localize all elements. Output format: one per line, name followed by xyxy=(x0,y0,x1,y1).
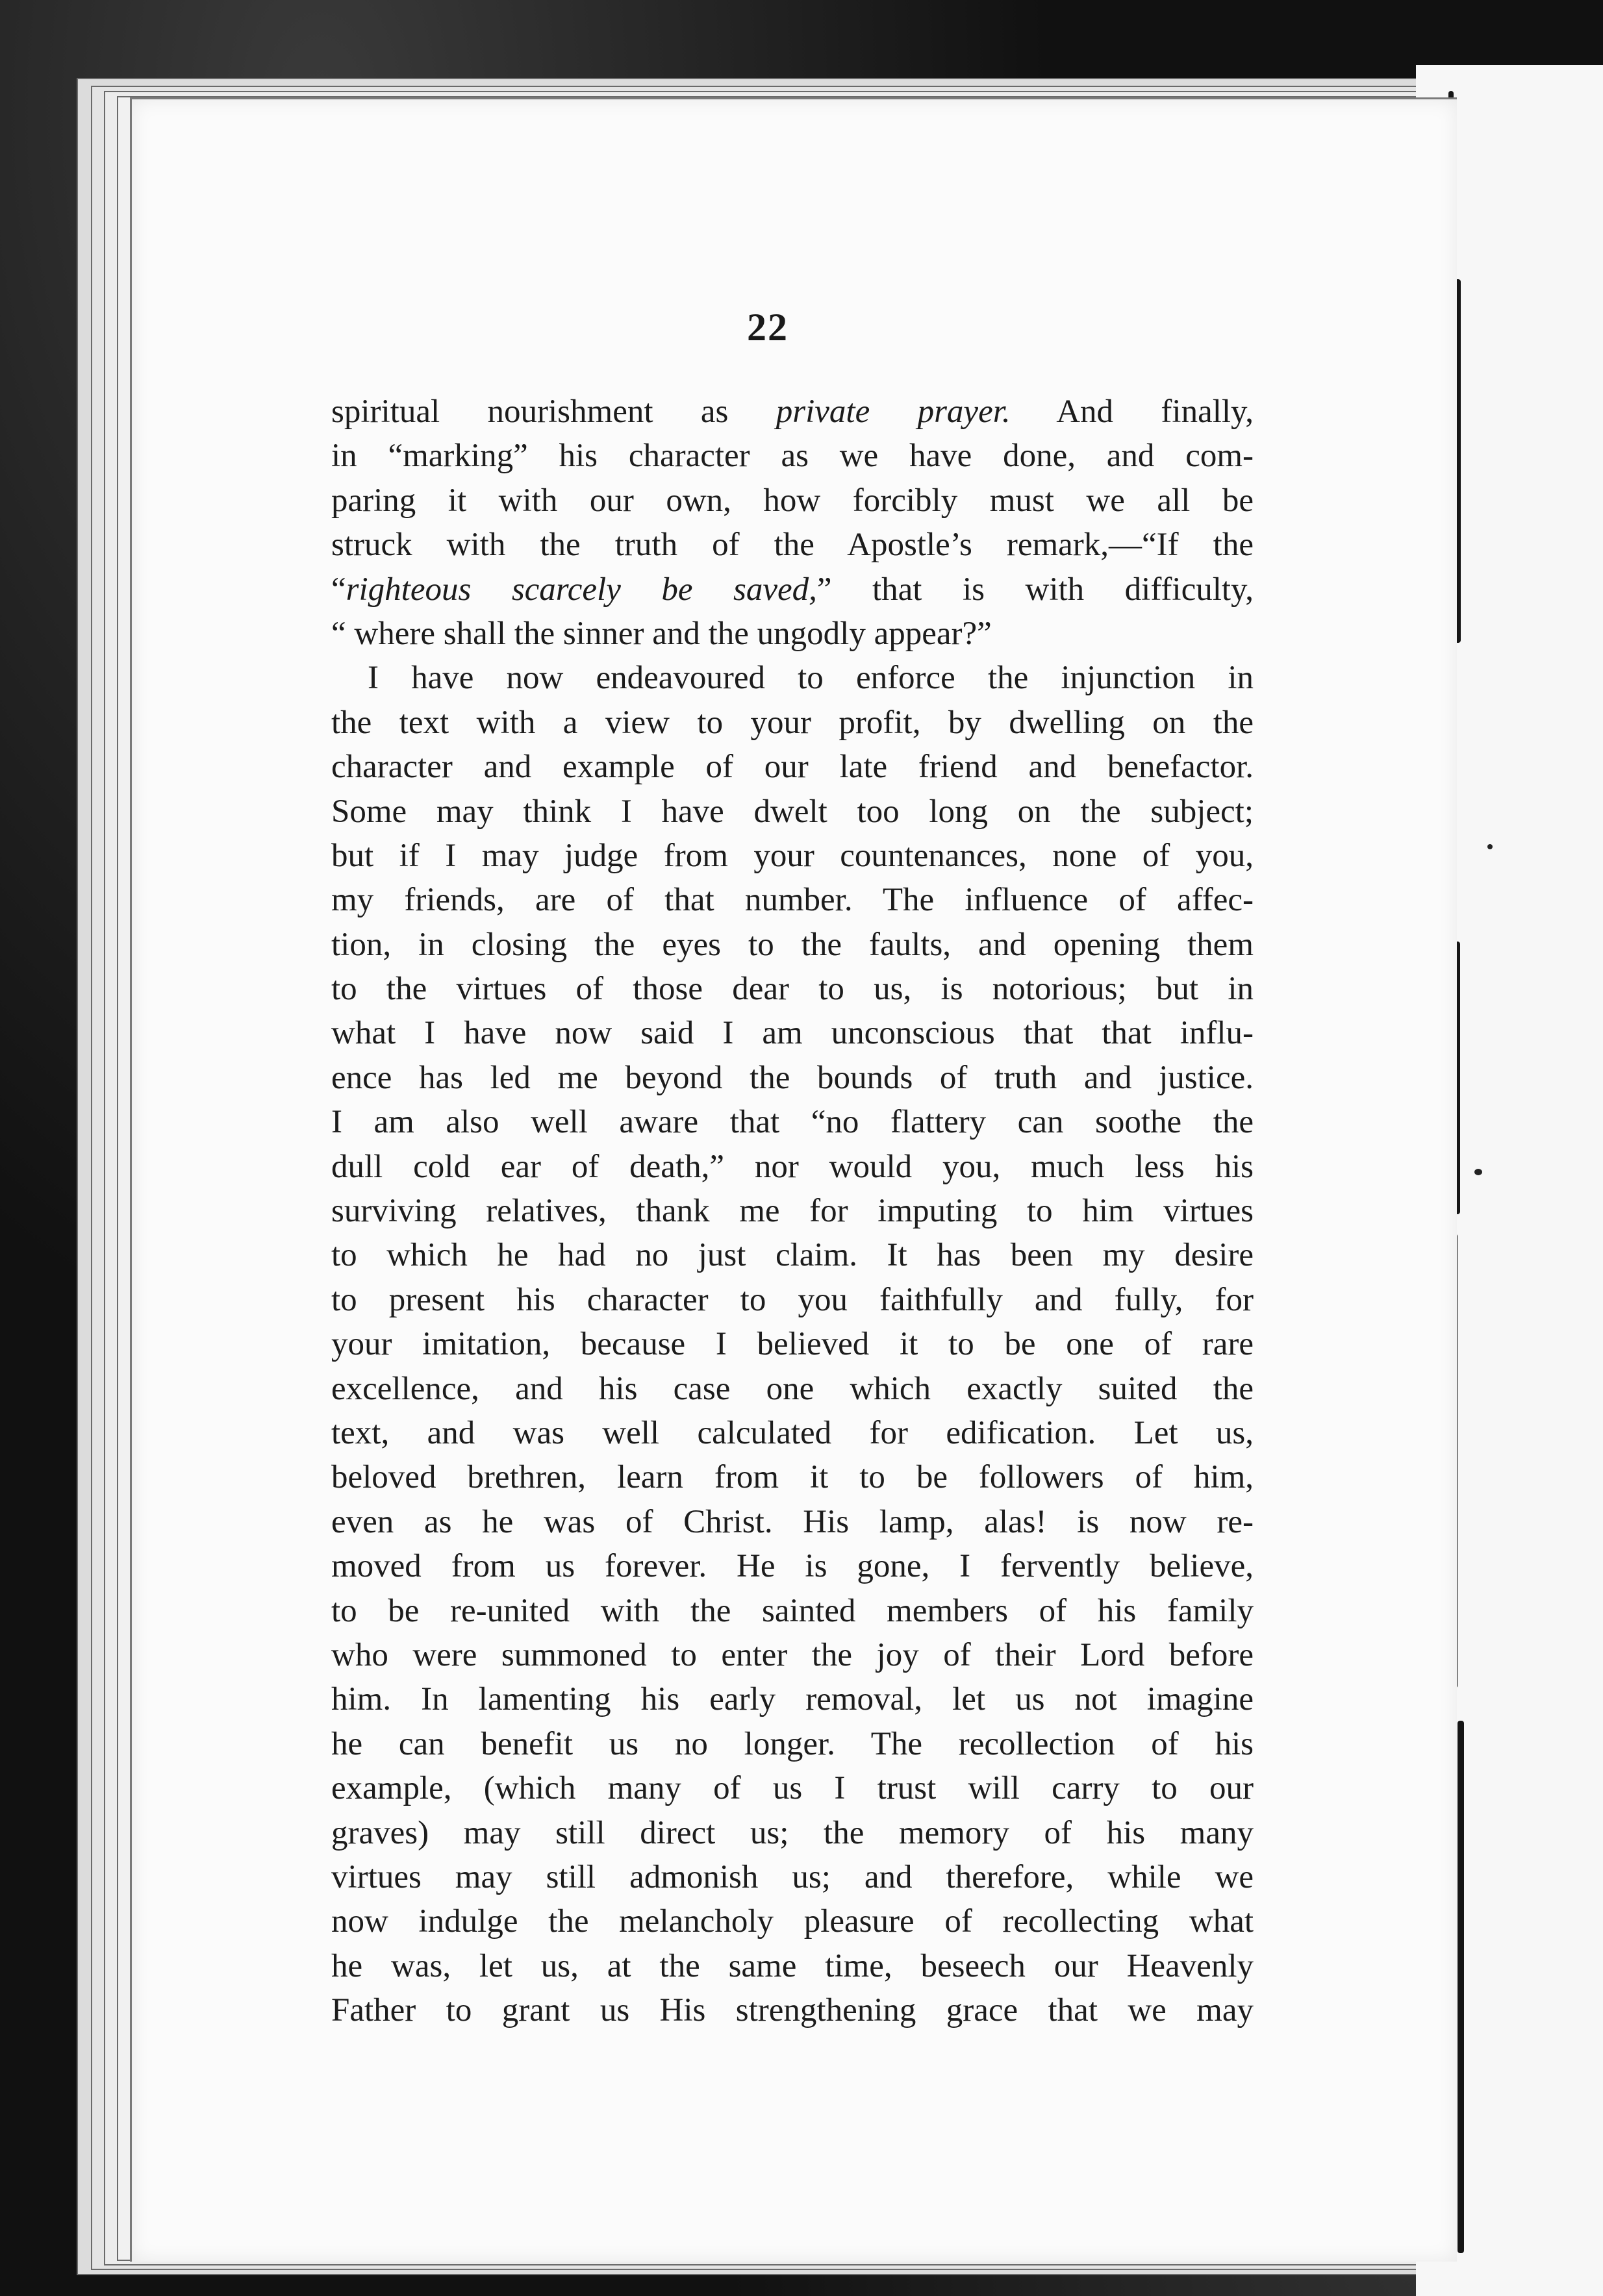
text-line xyxy=(331,745,1254,789)
text-line xyxy=(331,1145,1254,1189)
text-segment: beloved brethren, learn from it to be followers of him, xyxy=(331,1459,1254,1496)
text-segment: paring it with our own, how forcibly must we all be xyxy=(331,482,1254,519)
body-text xyxy=(331,390,1254,2032)
text-line xyxy=(331,1189,1254,1233)
italic-phrase: righteous scarcely be saved, xyxy=(346,571,817,608)
text-segment: graves) may still direct us; the memory of his many xyxy=(331,1814,1254,1851)
text-segment: to present his character to you faithfully and fully, for xyxy=(331,1281,1254,1318)
text-segment: but if I may judge from your countenances, none of you, xyxy=(331,837,1254,874)
text-segment: in “marking” his character as we have done, and com- xyxy=(331,438,1254,475)
text-segment: example, (which many of us I trust will carry to our xyxy=(331,1770,1254,1807)
text-line xyxy=(331,1056,1254,1100)
italic-phrase: private prayer. xyxy=(776,393,1011,430)
text-segment: now indulge the melancholy pleasure of recollecting what xyxy=(331,1903,1254,1940)
text-segment: “ xyxy=(331,571,346,608)
text-line xyxy=(331,1633,1254,1677)
text-line xyxy=(331,1011,1254,1055)
text-segment: what I have now said I am unconscious that that influ- xyxy=(331,1015,1254,1052)
text-segment: Some may think I have dwelt too long on the subject; xyxy=(331,793,1254,830)
text-line xyxy=(331,1944,1254,1988)
text-segment: surviving relatives, thank me for imputing to him virtues xyxy=(331,1193,1254,1230)
text-line xyxy=(331,390,1254,434)
text-line xyxy=(331,1544,1254,1588)
text-segment: character and example of our late friend and benefactor. xyxy=(331,749,1254,786)
text-line xyxy=(331,656,1254,700)
text-segment: dull cold ear of death,” nor would you, much less his xyxy=(331,1148,1254,1185)
text-line xyxy=(331,1589,1254,1633)
text-line xyxy=(331,790,1254,834)
text-segment: I have now endeavoured to enforce the injunction in xyxy=(368,660,1254,697)
text-line xyxy=(331,1278,1254,1322)
page-number: 22 xyxy=(747,306,789,349)
text-line xyxy=(331,701,1254,745)
text-line xyxy=(331,923,1254,967)
text-segment: to be re-united with the sainted members of his family xyxy=(331,1592,1254,1629)
text-line xyxy=(331,1367,1254,1411)
text-line xyxy=(331,834,1254,878)
text-segment: he can benefit us no longer. The recollection of his xyxy=(331,1725,1254,1762)
text-line xyxy=(331,1722,1254,1766)
text-line xyxy=(331,1500,1254,1544)
text-line xyxy=(331,479,1254,523)
text-segment: virtues may still admonish us; and therefore, while we xyxy=(331,1858,1254,1895)
text-line xyxy=(331,434,1254,478)
text-segment: he was, let us, at the same time, beseech our Heavenly xyxy=(331,1947,1254,1984)
text-segment: who were summoned to enter the joy of their Lord before xyxy=(331,1636,1254,1673)
text-line xyxy=(331,1855,1254,1899)
text-segment: I am also well aware that “no flattery can soothe the xyxy=(331,1104,1254,1141)
text-line xyxy=(331,1455,1254,1499)
binding-shadow xyxy=(1458,1721,1464,2253)
text-segment: to which he had no just claim. It has been my desire xyxy=(331,1237,1254,1274)
text-line xyxy=(331,1322,1254,1366)
text-segment: the text with a view to your profit, by dwelling on the xyxy=(331,704,1254,741)
text-segment: my friends, are of that number. The influence of affec- xyxy=(331,882,1254,919)
scan-speck xyxy=(1474,1169,1482,1175)
text-segment: text, and was well calculated for edification. Let us, xyxy=(331,1414,1254,1451)
text-line xyxy=(331,1899,1254,1943)
text-line xyxy=(331,612,1254,656)
text-segment: spiritual nourishment as xyxy=(331,393,776,430)
text-segment: Father to grant us His strengthening grace that we may xyxy=(331,1992,1254,2029)
text-segment: moved from us forever. He is gone, I fervently believe, xyxy=(331,1548,1254,1585)
text-segment: your imitation, because I believed it to be one of rare xyxy=(331,1326,1254,1363)
scan-speck xyxy=(1487,844,1493,849)
text-segment: even as he was of Christ. His lamp, alas! is now re- xyxy=(331,1503,1254,1540)
text-line xyxy=(331,1233,1254,1277)
text-line xyxy=(331,1766,1254,1810)
text-line xyxy=(331,568,1254,612)
text-segment: him. In lamenting his early removal, let us not imagine xyxy=(331,1681,1254,1718)
text-segment: ence has led me beyond the bounds of truth and justice. xyxy=(331,1059,1254,1096)
text-line xyxy=(331,1100,1254,1144)
text-line xyxy=(331,1988,1254,2032)
text-line xyxy=(331,967,1254,1011)
text-line xyxy=(331,878,1254,922)
text-line xyxy=(331,1411,1254,1455)
text-segment: And finally, xyxy=(1010,393,1254,430)
text-segment: “ where shall the sinner and the ungodly appear?” xyxy=(331,615,992,652)
text-segment: to the virtues of those dear to us, is notorious; but in xyxy=(331,971,1254,1008)
text-segment: ” that is with difficulty, xyxy=(816,571,1254,608)
text-line xyxy=(331,1677,1254,1721)
text-segment: tion, in closing the eyes to the faults, and opening them xyxy=(331,926,1254,963)
text-line xyxy=(331,523,1254,567)
text-segment: excellence, and his case one which exactly suited the xyxy=(331,1370,1254,1407)
text-segment: struck with the truth of the Apostle’s remark,—“If the xyxy=(331,527,1254,564)
text-line xyxy=(331,1811,1254,1855)
